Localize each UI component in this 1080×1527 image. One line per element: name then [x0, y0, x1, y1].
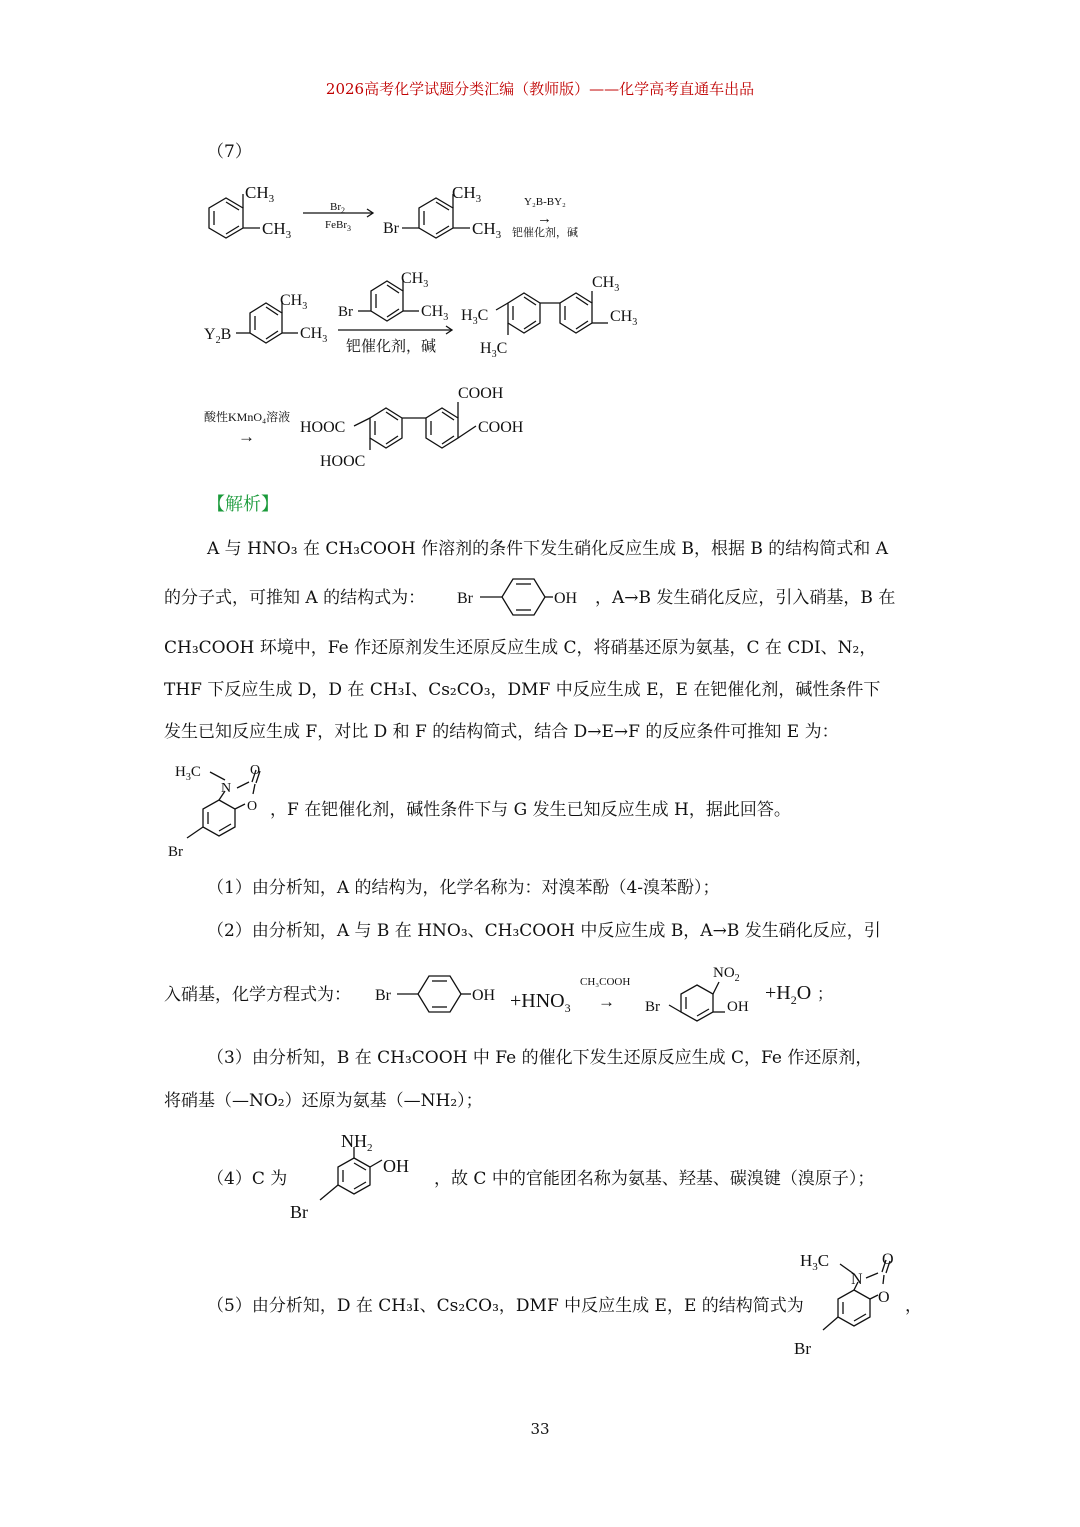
svg-text:+H2O: $+H_2O$ [765, 982, 812, 1007]
nitration-equation [375, 957, 835, 1027]
svg-text:CH3: $CH_3$ [592, 274, 620, 294]
svg-text:O: O [247, 799, 258, 814]
svg-text:CH3: $CH_3$ [401, 270, 429, 290]
scheme-row-1 [190, 170, 610, 260]
svg-text:H3C: $H_3C$ [480, 340, 508, 360]
scheme-row-2 [200, 265, 660, 365]
answer-2-line-2: 入硝基，化学方程式为： [164, 985, 351, 1005]
svg-text:+HNO3: $+HNO_3$ [510, 990, 571, 1015]
svg-text:O: O [250, 763, 261, 778]
answer-3-line-2: 将硝基（—NO₂）还原为氨基（—NH₂）； [164, 1091, 483, 1111]
svg-text:H3C: $H_3C$ [800, 1251, 830, 1273]
svg-text:→: → [238, 427, 255, 446]
part-7-label: （7） [207, 142, 252, 162]
svg-text:H3C: $H_3C$ [461, 307, 489, 327]
analysis-label: 【解析】 [207, 494, 279, 515]
svg-text:Y2B: $Y_2B$ [204, 326, 232, 346]
svg-text:Br: Br [338, 304, 353, 320]
molecule-a-4-bromophenol [455, 575, 590, 619]
molecule-c [285, 1128, 425, 1228]
molecule-e [165, 758, 285, 862]
svg-text:NO2: $NO_2$ [713, 965, 740, 984]
svg-text:Br: Br [794, 1339, 811, 1358]
svg-text:OH: OH [727, 999, 749, 1015]
svg-text:CH3: $CH_3$ [610, 308, 638, 328]
analysis-line-2b: ，A→B 发生硝化反应，引入硝基，B 在 [595, 588, 896, 608]
page-header: 2026高考化学试题分类汇编（教师版）——化学高考直通车出品 [325, 80, 755, 98]
answer-2-line-1: （2）由分析知，A 与 B 在 HNO₃、CH₃COOH 中反应生成 B，A→B 发生硝化反应，引 [207, 921, 881, 941]
analysis-line-5: 发生已知反应生成 F，对比 D 和 F 的结构简式，结合 D→E→F 的反应条件可推知 E 为： [164, 722, 839, 742]
svg-text:Br: Br [457, 590, 473, 607]
svg-text:COOH: COOH [458, 385, 504, 402]
svg-text:OH: OH [383, 1156, 409, 1176]
svg-text:Br: Br [383, 220, 399, 237]
svg-text:HOOC: HOOC [300, 419, 346, 436]
svg-text:酸性KMnO₄溶液: 酸性KMnO₄溶液 [204, 410, 291, 424]
svg-text:OH: OH [472, 987, 496, 1004]
answer-4-prefix: （4）C 为 [207, 1169, 288, 1189]
svg-text:O: O [878, 1289, 890, 1306]
scheme-row-3 [200, 380, 560, 475]
svg-text:Y₂B-BY₂: Y₂B-BY₂ [524, 196, 566, 208]
svg-text:NH2: $NH_2$ [341, 1131, 373, 1154]
analysis-line-1: A 与 HNO₃ 在 CH₃COOH 作溶剂的条件下发生硝化反应生成 B，根据 B 的结构简式和 A [207, 539, 888, 559]
svg-text:CH₃COOH: CH₃COOH [580, 976, 631, 988]
answer-3-line-1: （3）由分析知，B 在 CH₃COOH 中 Fe 的催化下发生还原反应生成 C，Fe 作还原剂， [207, 1048, 873, 1068]
svg-text:CH3: $CH_3$ [280, 292, 308, 312]
molecule-e-answer [790, 1242, 910, 1362]
svg-text:钯催化剂，碱: 钯催化剂，碱 [512, 227, 578, 239]
svg-text:Br: Br [375, 987, 391, 1004]
svg-text:CH3: $CH_3$ [262, 219, 292, 241]
answer-5-comma: ， [905, 1296, 922, 1316]
svg-text:HOOC: HOOC [320, 453, 366, 470]
svg-text:CH3: $CH_3$ [452, 183, 482, 205]
svg-text:→: → [537, 211, 552, 227]
answer-5: （5）由分析知，D 在 CH₃I、Cs₂CO₃，DMF 中反应生成 E，E 的结构简式为 [207, 1296, 804, 1316]
svg-text:Br: Br [645, 999, 660, 1015]
analysis-line-2a: 的分子式，可推知 A 的结构式为： [164, 588, 426, 608]
answer-1: （1）由分析知，A 的结构为，化学名称为：对溴苯酚（4-溴苯酚）； [207, 878, 720, 898]
svg-text:钯催化剂，碱: 钯催化剂，碱 [346, 339, 437, 355]
svg-text:H3C: $H_3C$ [175, 764, 201, 783]
analysis-line-6: ，F 在钯催化剂，碱性条件下与 G 发生已知反应生成 H，据此回答。 [270, 800, 791, 820]
svg-text:Br: Br [168, 844, 183, 860]
svg-text:N: N [851, 1271, 863, 1288]
svg-text:CH3: $CH_3$ [421, 303, 449, 323]
svg-text:CH3: $CH_3$ [245, 183, 275, 205]
svg-text:OH: OH [554, 590, 578, 607]
svg-text:Br: Br [290, 1202, 308, 1222]
svg-text:N: N [221, 781, 232, 796]
svg-text:；: ； [817, 986, 834, 1003]
svg-text:Br2: $Br_2$ [330, 201, 345, 215]
svg-text:CH3: $CH_3$ [300, 325, 328, 345]
analysis-line-4: THF 下反应生成 D，D 在 CH₃I、Cs₂CO₃，DMF 中反应生成 E，E 在钯催化剂，碱性条件下 [164, 680, 881, 700]
answer-4-suffix: ，故 C 中的官能团名称为氨基、羟基、碳溴键（溴原子）； [434, 1169, 875, 1189]
svg-text:FeBr3: FeBr$_3$ [325, 219, 351, 233]
svg-text:O: O [882, 1251, 894, 1268]
page-number: 33 [530, 1420, 550, 1438]
svg-text:CH3: $CH_3$ [472, 219, 502, 241]
analysis-line-3: CH₃COOH 环境中，Fe 作还原剂发生还原反应生成 C，将硝基还原为氨基，C 在 CDI、N₂， [164, 638, 877, 658]
svg-text:COOH: COOH [478, 419, 524, 436]
svg-text:→: → [598, 992, 615, 1011]
